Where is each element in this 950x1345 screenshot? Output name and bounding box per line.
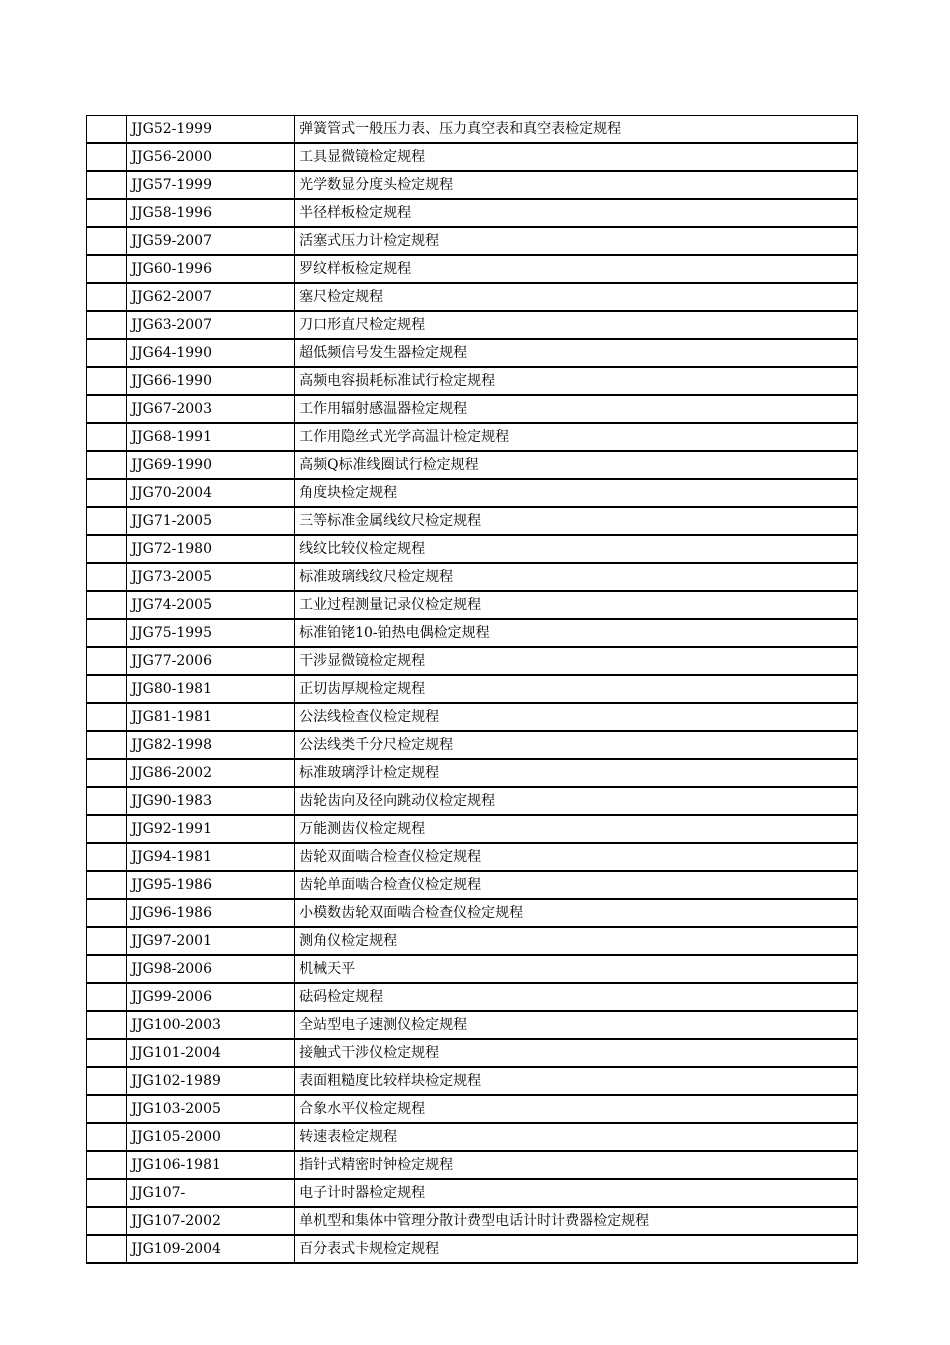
title-cell: 光学数显分度头检定规程 (295, 171, 858, 199)
code-cell: JJG56-2000 (127, 143, 295, 171)
title-cell: 刀口形直尺检定规程 (295, 311, 858, 339)
code-cell: JJG73-2005 (127, 563, 295, 591)
index-cell (87, 143, 127, 171)
code-cell: JJG107-2002 (127, 1207, 295, 1235)
title-cell: 全站型电子速测仪检定规程 (295, 1011, 858, 1039)
table-row (87, 1151, 858, 1179)
table-row (87, 367, 858, 395)
code-cell: JJG71-2005 (127, 507, 295, 535)
table-row (87, 199, 858, 227)
table-row (87, 731, 858, 759)
title-cell: 单机型和集体中管理分散计费型电话计时计费器检定规程 (295, 1207, 858, 1235)
index-cell (87, 535, 127, 563)
code-cell: JJG106-1981 (127, 1151, 295, 1179)
title-cell: 高频电容损耗标准试行检定规程 (295, 367, 858, 395)
table-row (87, 1207, 858, 1235)
index-cell (87, 423, 127, 451)
index-cell (87, 871, 127, 899)
title-cell: 转速表检定规程 (295, 1123, 858, 1151)
code-cell: JJG52-1999 (127, 116, 295, 144)
code-cell: JJG72-1980 (127, 535, 295, 563)
index-cell (87, 339, 127, 367)
index-cell (87, 1011, 127, 1039)
table-row (87, 423, 858, 451)
table-row (87, 143, 858, 171)
title-cell: 工具显微镜检定规程 (295, 143, 858, 171)
code-cell: JJG92-1991 (127, 815, 295, 843)
code-cell: JJG86-2002 (127, 759, 295, 787)
table-row (87, 899, 858, 927)
title-cell: 齿轮双面啮合检查仪检定规程 (295, 843, 858, 871)
code-cell: JJG107- (127, 1179, 295, 1207)
code-cell: JJG81-1981 (127, 703, 295, 731)
title-cell: 小模数齿轮双面啮合检查仪检定规程 (295, 899, 858, 927)
index-cell (87, 759, 127, 787)
table-row (87, 395, 858, 423)
index-cell (87, 983, 127, 1011)
title-cell: 线纹比较仪检定规程 (295, 535, 858, 563)
title-cell: 塞尺检定规程 (295, 283, 858, 311)
title-cell: 高频Q标准线圈试行检定规程 (295, 451, 858, 479)
title-cell: 测角仪检定规程 (295, 927, 858, 955)
index-cell (87, 591, 127, 619)
table-row (87, 787, 858, 815)
table-row (87, 479, 858, 507)
index-cell (87, 899, 127, 927)
table-row (87, 1179, 858, 1207)
index-cell (87, 955, 127, 983)
table-row (87, 927, 858, 955)
index-cell (87, 479, 127, 507)
code-cell: JJG68-1991 (127, 423, 295, 451)
code-cell: JJG94-1981 (127, 843, 295, 871)
table-row (87, 1095, 858, 1123)
title-cell: 百分表式卡规检定规程 (295, 1235, 858, 1263)
table-row (87, 283, 858, 311)
code-cell: JJG66-1990 (127, 367, 295, 395)
index-cell (87, 843, 127, 871)
title-cell: 超低频信号发生器检定规程 (295, 339, 858, 367)
title-cell: 工作用隐丝式光学高温计检定规程 (295, 423, 858, 451)
title-cell: 标准玻璃线纹尺检定规程 (295, 563, 858, 591)
title-cell: 电子计时器检定规程 (295, 1179, 858, 1207)
index-cell (87, 507, 127, 535)
regulation-table-body (87, 116, 858, 1264)
code-cell: JJG96-1986 (127, 899, 295, 927)
code-cell: JJG101-2004 (127, 1039, 295, 1067)
code-cell: JJG80-1981 (127, 675, 295, 703)
table-row (87, 1011, 858, 1039)
title-cell: 干涉显微镜检定规程 (295, 647, 858, 675)
title-cell: 合象水平仪检定规程 (295, 1095, 858, 1123)
code-cell: JJG90-1983 (127, 787, 295, 815)
code-cell: JJG63-2007 (127, 311, 295, 339)
table-row (87, 171, 858, 199)
title-cell: 角度块检定规程 (295, 479, 858, 507)
title-cell: 公法线检查仪检定规程 (295, 703, 858, 731)
table-row (87, 1067, 858, 1095)
table-row (87, 843, 858, 871)
code-cell: JJG105-2000 (127, 1123, 295, 1151)
title-cell: 齿轮单面啮合检查仪检定规程 (295, 871, 858, 899)
index-cell (87, 563, 127, 591)
title-cell: 罗纹样板检定规程 (295, 255, 858, 283)
code-cell: JJG75-1995 (127, 619, 295, 647)
title-cell: 正切齿厚规检定规程 (295, 675, 858, 703)
code-cell: JJG70-2004 (127, 479, 295, 507)
code-cell: JJG82-1998 (127, 731, 295, 759)
table-row (87, 815, 858, 843)
title-cell: 工作用辐射感温器检定规程 (295, 395, 858, 423)
title-cell: 三等标准金属线纹尺检定规程 (295, 507, 858, 535)
table-row (87, 955, 858, 983)
code-cell: JJG64-1990 (127, 339, 295, 367)
index-cell (87, 731, 127, 759)
title-cell: 万能测齿仪检定规程 (295, 815, 858, 843)
title-cell: 接触式干涉仪检定规程 (295, 1039, 858, 1067)
index-cell (87, 703, 127, 731)
index-cell (87, 1235, 127, 1263)
code-cell: JJG57-1999 (127, 171, 295, 199)
table-row (87, 563, 858, 591)
table-row (87, 1039, 858, 1067)
table-row (87, 983, 858, 1011)
table-row (87, 451, 858, 479)
index-cell (87, 227, 127, 255)
code-cell: JJG103-2005 (127, 1095, 295, 1123)
code-cell: JJG74-2005 (127, 591, 295, 619)
table-row (87, 675, 858, 703)
table-row (87, 1123, 858, 1151)
table-row (87, 759, 858, 787)
index-cell (87, 1207, 127, 1235)
code-cell: JJG59-2007 (127, 227, 295, 255)
table-row (87, 591, 858, 619)
title-cell: 砝码检定规程 (295, 983, 858, 1011)
code-cell: JJG58-1996 (127, 199, 295, 227)
index-cell (87, 367, 127, 395)
table-row (87, 1235, 858, 1263)
index-cell (87, 395, 127, 423)
index-cell (87, 199, 127, 227)
index-cell (87, 171, 127, 199)
title-cell: 公法线类千分尺检定规程 (295, 731, 858, 759)
table-row (87, 871, 858, 899)
table-row (87, 339, 858, 367)
title-cell: 齿轮齿向及径向跳动仪检定规程 (295, 787, 858, 815)
table-row (87, 507, 858, 535)
index-cell (87, 1151, 127, 1179)
code-cell: JJG67-2003 (127, 395, 295, 423)
code-cell: JJG109-2004 (127, 1235, 295, 1263)
index-cell (87, 787, 127, 815)
code-cell: JJG102-1989 (127, 1067, 295, 1095)
code-cell: JJG62-2007 (127, 283, 295, 311)
table-row (87, 255, 858, 283)
index-cell (87, 619, 127, 647)
title-cell: 活塞式压力计检定规程 (295, 227, 858, 255)
table-row (87, 703, 858, 731)
index-cell (87, 283, 127, 311)
table-row (87, 116, 858, 144)
regulation-table (86, 115, 858, 1264)
code-cell: JJG100-2003 (127, 1011, 295, 1039)
title-cell: 指针式精密时钟检定规程 (295, 1151, 858, 1179)
index-cell (87, 815, 127, 843)
table-row (87, 227, 858, 255)
title-cell: 半径样板检定规程 (295, 199, 858, 227)
title-cell: 表面粗糙度比较样块检定规程 (295, 1067, 858, 1095)
index-cell (87, 927, 127, 955)
code-cell: JJG99-2006 (127, 983, 295, 1011)
title-cell: 弹簧管式一般压力表、压力真空表和真空表检定规程 (295, 116, 858, 144)
table-row (87, 535, 858, 563)
title-cell: 标准铂铑10-铂热电偶检定规程 (295, 619, 858, 647)
table-row (87, 647, 858, 675)
table-row (87, 311, 858, 339)
index-cell (87, 451, 127, 479)
code-cell: JJG95-1986 (127, 871, 295, 899)
index-cell (87, 1123, 127, 1151)
code-cell: JJG98-2006 (127, 955, 295, 983)
code-cell: JJG77-2006 (127, 647, 295, 675)
title-cell: 工业过程测量记录仪检定规程 (295, 591, 858, 619)
code-cell: JJG97-2001 (127, 927, 295, 955)
index-cell (87, 1179, 127, 1207)
index-cell (87, 1095, 127, 1123)
code-cell: JJG60-1996 (127, 255, 295, 283)
index-cell (87, 116, 127, 144)
table-row (87, 619, 858, 647)
index-cell (87, 675, 127, 703)
index-cell (87, 647, 127, 675)
code-cell: JJG69-1990 (127, 451, 295, 479)
title-cell: 机械天平 (295, 955, 858, 983)
index-cell (87, 311, 127, 339)
title-cell: 标准玻璃浮计检定规程 (295, 759, 858, 787)
index-cell (87, 1067, 127, 1095)
index-cell (87, 1039, 127, 1067)
index-cell (87, 255, 127, 283)
